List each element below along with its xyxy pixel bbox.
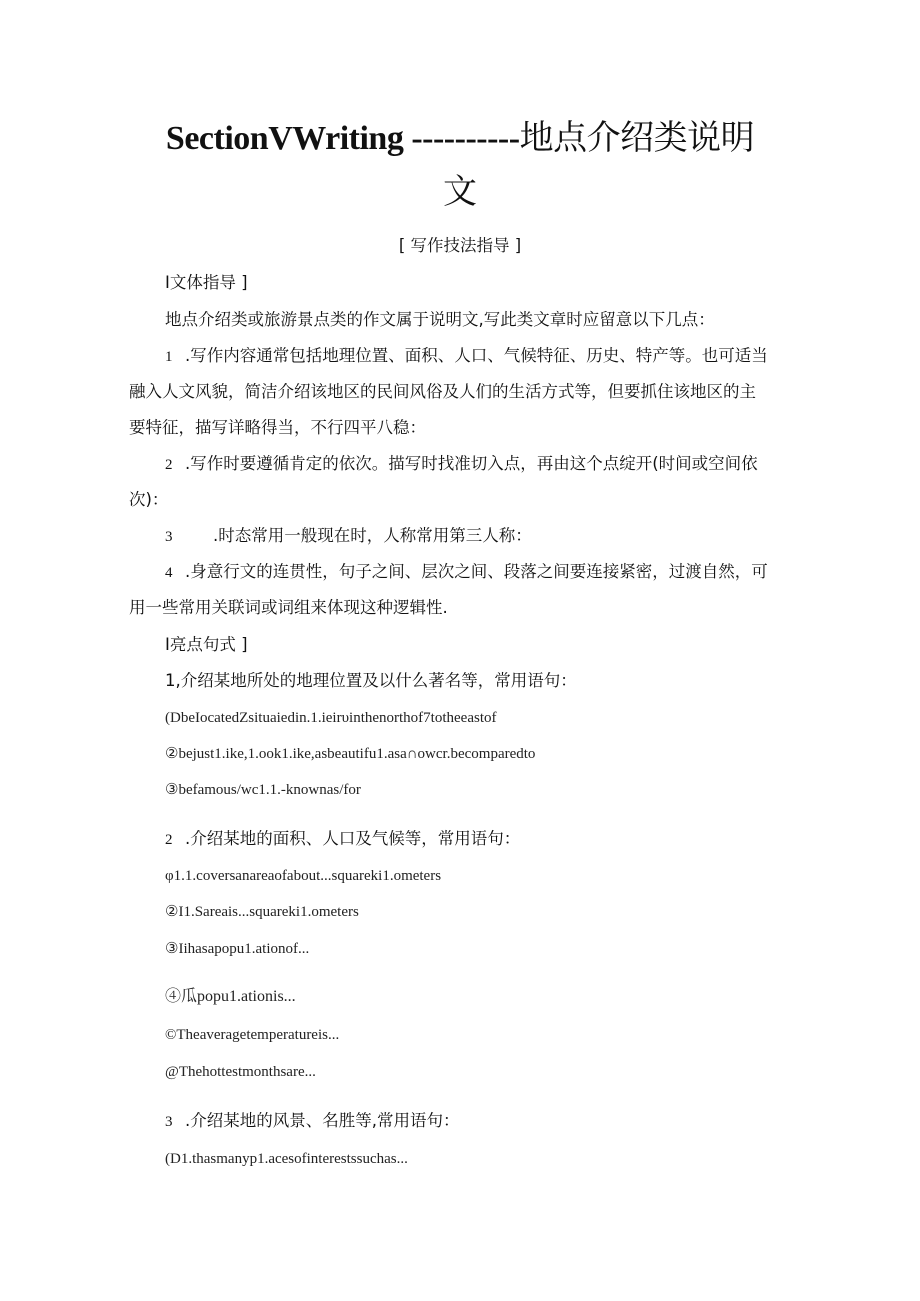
list-item-text: .时态常用一般现在时，人称常用第三人称：	[213, 526, 532, 545]
example-sentence: (DbeIocatedZsituaiedin.1.ieirυinthenorthof7totheeastof	[165, 710, 497, 726]
heading-writing-guide: [ 写作技法指导 ]	[398, 236, 522, 255]
list-item-1-line3: 要特征，描写详略得当，不行四平八稳：	[129, 418, 426, 437]
list-item-text: .写作时要遵循肯定的依次。描写时找准切入点，再由这个点绽开(时间或空间依	[185, 454, 758, 473]
example-sentence: ③befamous/wc1.1.-knownas/for	[165, 782, 361, 798]
list-item-number: 1	[165, 349, 173, 365]
subsection-1-heading: 1,介绍某地所处的地理位置及以什么著名等，常用语句：	[165, 671, 577, 690]
list-item-number: 2	[165, 457, 173, 473]
example-sentence: ②bejust1.ike,1.ook1.ike,asbeautifu1.asa∩owcr.becomparedto	[165, 746, 536, 762]
example-sentence: ©Theaveragetemperatureis...	[165, 1027, 340, 1043]
list-item-4	[165, 560, 768, 585]
list-item-2	[165, 452, 758, 477]
example-sentence: ③Iihasapopu1.ationof...	[165, 941, 310, 957]
section-heading-highlight: I亮点句式 ]	[165, 635, 248, 654]
subsection-2-heading	[165, 827, 520, 852]
example-sentence: ④瓜popu1.ationis...	[165, 988, 296, 1005]
subsection-text: .介绍某地的面积、人口及气候等，常用语句：	[185, 829, 521, 848]
list-item-1-line2: 融入人文风貌，简洁介绍该地区的民间风俗及人们的生活方式等，但要抓住该地区的主	[129, 382, 756, 401]
example-sentence: φ1.1.coversanareaofabout...squareki1.ometers	[165, 868, 442, 884]
intro-paragraph: 地点介绍类或旅游景点类的作文属于说明文,写此类文章时应留意以下几点：	[165, 310, 715, 329]
list-item-1	[165, 344, 768, 369]
subsection-text: .介绍某地的风景、名胜等,常用语句：	[185, 1111, 460, 1130]
list-item-4-line2: 用一些常用关联词或词组来体现这种逻辑性.	[129, 598, 448, 617]
subsection-3-heading	[165, 1109, 460, 1134]
list-item-number: 3	[165, 529, 173, 545]
subsection-number: 3	[165, 1114, 173, 1130]
document-title-line2: 文	[443, 172, 477, 212]
title-english: SectionVWriting ----------	[165, 120, 520, 157]
list-item-text: .身意行文的连贯性，句子之间、层次之间、段落之间要连接紧密，过渡自然，可	[185, 562, 768, 581]
subsection-number: 2	[165, 832, 173, 848]
example-sentence: ②I1.Sareais...squareki1.ometers	[165, 904, 359, 920]
list-item-2-line2: 次)：	[129, 490, 169, 509]
list-item-3	[165, 524, 532, 549]
example-sentence: (D1.thasmanyp1.acesofinterestssuchas...	[165, 1151, 408, 1167]
title-chinese: 地点介绍类说明	[519, 118, 755, 158]
list-item-number: 4	[165, 565, 173, 581]
section-heading-style: I文体指导 ]	[165, 273, 248, 292]
example-sentence: @Thehottestmonthsare...	[165, 1064, 316, 1080]
document-title	[0, 112, 920, 165]
list-item-text: .写作内容通常包括地理位置、面积、人口、气候特征、历史、特产等。也可适当	[185, 346, 768, 365]
